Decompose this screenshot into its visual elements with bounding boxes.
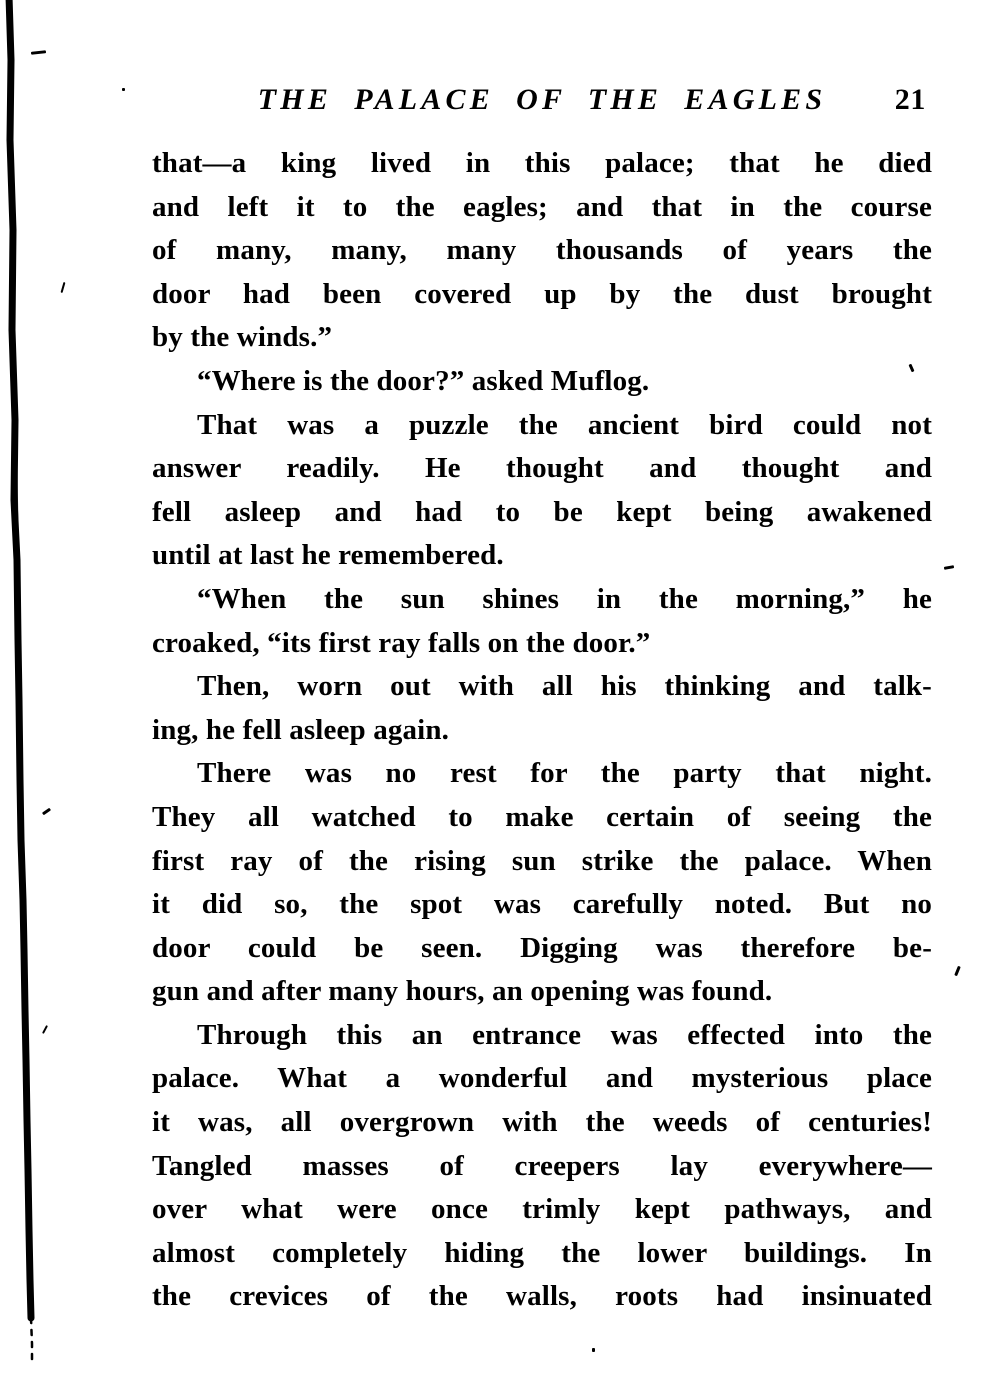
- scan-speck: [42, 1025, 48, 1034]
- page-number: 21: [894, 83, 926, 116]
- text-line: until at last he remembered.: [152, 539, 504, 572]
- text-line: Through this an entrance was effected into the: [197, 1018, 932, 1051]
- scan-speck: [42, 808, 51, 816]
- text-line: palace. What a wonderful and mysterious place: [152, 1062, 932, 1095]
- text-block: [152, 142, 932, 1319]
- text-line: door had been covered up by the dust brought: [152, 277, 932, 310]
- scan-binding-artifact: [0, 0, 46, 1376]
- text-line: that—a king lived in this palace; that he died: [152, 147, 932, 179]
- text-line: first ray of the rising sun strike the palace. When: [152, 844, 932, 877]
- text-line: Then, worn out with all his thinking and talk-: [197, 670, 932, 703]
- text-line: of many, many, many thousands of years the: [152, 234, 932, 267]
- text-line: fell asleep and had to be kept being awakened: [152, 495, 932, 528]
- scan-speck: [944, 565, 954, 570]
- text-line: it did so, the spot was carefully noted. But no: [152, 888, 932, 921]
- text-line: They all watched to make certain of seeing the: [152, 800, 932, 833]
- text-line: by the winds.”: [152, 321, 333, 354]
- text-line: it was, all overgrown with the weeds of centuries!: [152, 1106, 932, 1139]
- scan-speck: [61, 282, 66, 293]
- page-title: THE PALACE OF THE EAGLES: [257, 83, 827, 116]
- scan-speck: [31, 50, 46, 55]
- text-line: That was a puzzle the ancient bird could not: [197, 408, 932, 441]
- text-line: “Where is the door?” asked Muflog.: [197, 364, 650, 397]
- scan-speck: [122, 88, 125, 91]
- scan-speck: [592, 1348, 595, 1352]
- text-line: gun and after many hours, an opening was found.: [152, 975, 773, 1008]
- text-line: over what were once trimly kept pathways, and: [152, 1193, 932, 1226]
- running-head: [152, 82, 932, 122]
- text-line: There was no rest for the party that night.: [197, 757, 932, 790]
- text-line: croaked, “its first ray falls on the door.”: [152, 626, 651, 659]
- scan-speck: [954, 966, 961, 976]
- text-line: and left it to the eagles; and that in the course: [152, 190, 932, 223]
- text-line: ing, he fell asleep again.: [152, 713, 449, 746]
- text-line: the crevices of the walls, roots had insinuated: [152, 1280, 932, 1313]
- text-line: door could be seen. Digging was therefore be-: [152, 931, 932, 964]
- text-line: answer readily. He thought and thought and: [152, 452, 932, 485]
- text-line: “When the sun shines in the morning,” he: [197, 582, 932, 615]
- text-line: Tangled masses of creepers lay everywhere—: [152, 1149, 932, 1182]
- text-line: almost completely hiding the lower buildings. In: [152, 1236, 932, 1269]
